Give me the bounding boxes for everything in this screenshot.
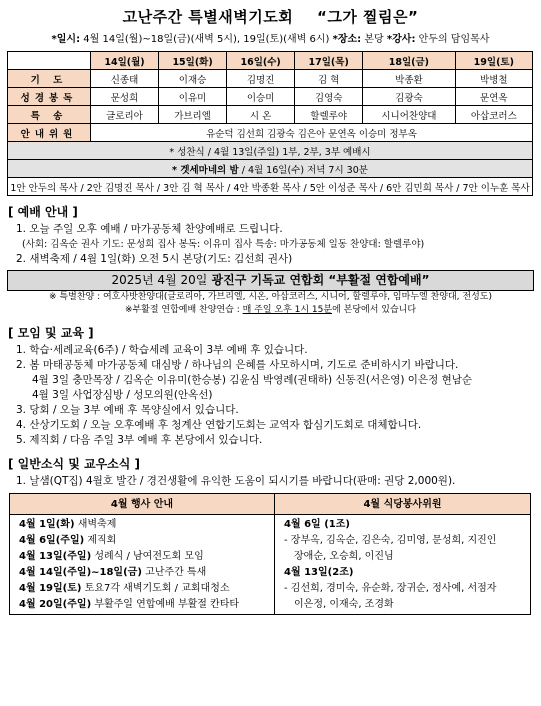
- day-header: 15일(화): [159, 52, 227, 70]
- event-item: [11, 581, 273, 597]
- event-text: 제직회: [84, 535, 117, 546]
- gethsemane-title: * 겟세마네의 밤: [172, 164, 239, 176]
- schedule-row-prayer: [8, 70, 533, 88]
- worship-heading: [ 예배 안내 ]: [8, 205, 78, 219]
- guide-names: 유순덕 김선희 김광숙 김은아 문연옥 이승미 정부옥: [91, 124, 533, 142]
- schedule-row-guides: [8, 124, 533, 142]
- meeting-item: 4. 산상기도회 / 오늘 오후예배 후 청계산 연합기도회는 교역자 합심기도회로 대체합니다.: [16, 419, 422, 431]
- banner-title: 광진구 기독교 연합회 “부활절 연합예배”: [211, 273, 430, 287]
- cell: 문성희: [91, 88, 159, 106]
- day-header: 14일(월): [91, 52, 159, 70]
- meeting-detail: 4월 3일 충만목장 / 김옥순 이유미(한승봉) 김윤심 박영례(권태하) 신동진(서은영) 이은정 현남순: [32, 374, 473, 386]
- event-date: 4월 13일(주일): [19, 551, 92, 562]
- general-item: 1. 날샘(QT집) 4월호 발간 / 경건생활에 유익한 도움이 되시기를 바랍니다(판매: 권당 2,000원).: [16, 475, 456, 487]
- pastor-rotation: 1안 안두의 목사 / 2안 김명진 목사 / 3안 김 혁 목사 / 4안 박종환 목사 / 5안 이성준 목사 / 6안 김민희 목사 / 7안 이누훈 목사: [8, 178, 533, 196]
- schedule-header-row: [8, 52, 533, 70]
- practice-post: 에 본당에서 있습니다: [332, 305, 417, 315]
- gethsemane-notice: [8, 160, 533, 178]
- practice-pre: ※부활절 연합예배 찬양연습 :: [124, 305, 243, 315]
- banner-notes: [0, 291, 541, 317]
- cell: 가브리엘: [159, 106, 227, 124]
- cell: 이유미: [159, 88, 227, 106]
- gethsemane-row: [8, 160, 533, 178]
- event-item: [11, 549, 273, 565]
- event-item: [11, 517, 273, 533]
- title-text: 고난주간 특별새벽기도회: [122, 8, 294, 26]
- day-header: 17일(목): [295, 52, 363, 70]
- event-item: [11, 533, 273, 549]
- easter-banner: [7, 270, 534, 291]
- cell: 이승미: [227, 88, 295, 106]
- dining-week-label: [276, 565, 529, 581]
- dining-list: [275, 515, 531, 615]
- date-label: *일시:: [51, 34, 81, 45]
- dining-week1: 4월 6일 (1조): [284, 519, 350, 530]
- event-date: 4월 6일(주일): [19, 535, 85, 546]
- place-value: 본당: [364, 34, 384, 45]
- cell: 박병철: [455, 70, 532, 88]
- meeting-item: 1. 학습·세례교육(6주) / 학습세례 교육이 3부 예배 후 있습니다.: [16, 344, 308, 356]
- cell: 박종환: [363, 70, 455, 88]
- title-subtitle: “그가 찔림은”: [316, 8, 419, 26]
- cell: 김명진: [227, 70, 295, 88]
- place-label: *장소:: [332, 34, 362, 45]
- worship-item: 2. 새벽축제 / 4월 1일(화) 오전 5시 본당(기도: 김선희 권사): [16, 253, 293, 265]
- schedule-table: [7, 51, 533, 196]
- practice-note: [0, 304, 541, 317]
- schedule-corner: [8, 52, 91, 70]
- cell: 문연옥: [455, 88, 532, 106]
- general-heading: [ 일반소식 및 교우소식 ]: [8, 457, 141, 471]
- schedule-row-song: [8, 106, 533, 124]
- cell: 신종태: [91, 70, 159, 88]
- meetings-heading: [ 모임 및 교육 ]: [8, 326, 94, 340]
- banner-date: 2025년 4월 20일: [111, 273, 208, 287]
- cell: 글로리아: [91, 106, 159, 124]
- event-text: 성례식 / 남여전도회 모임: [91, 551, 204, 562]
- row-label: 특 송: [8, 106, 91, 124]
- day-header: 19일(토): [455, 52, 532, 70]
- bulletin-title: [0, 6, 541, 27]
- day-header: 18일(금): [363, 52, 455, 70]
- day-header: 16일(수): [227, 52, 295, 70]
- meeting-item: 5. 제직회 / 다음 주일 3부 예배 후 본당에서 있습니다.: [16, 434, 263, 446]
- dining-heading: 4월 식당봉사위원: [275, 494, 531, 515]
- event-date: 4월 19일(토): [19, 583, 82, 594]
- meeting-item: 3. 당회 / 오늘 3부 예배 후 목양실에서 있습니다.: [16, 404, 239, 416]
- cell: 시니어찬양대: [363, 106, 455, 124]
- speaker-label: *강사:: [386, 34, 416, 45]
- row-label: 기 도: [8, 70, 91, 88]
- schedule-row-reading: [8, 88, 533, 106]
- dining-names: - 김선희, 경미숙, 유순화, 장귀순, 정사예, 서점자: [284, 583, 497, 594]
- date-value: 4월 14일(월)~18일(금)(새벽 5시), 19일(토)(새벽 6시): [83, 34, 330, 45]
- dining-names: 장애순, 오승희, 이진님: [294, 551, 394, 562]
- dining-names: - 장부옥, 김옥순, 김은숙, 김미영, 문성희, 지진인: [284, 535, 497, 546]
- dining-names: 이은정, 이재숙, 조경화: [294, 599, 394, 610]
- row-label: 성경봉독: [8, 88, 91, 106]
- meeting-detail: 4월 3일 사업장심방 / 성모의원(안옥선): [32, 389, 213, 401]
- cell: 김광숙: [363, 88, 455, 106]
- events-list: [10, 515, 275, 615]
- event-info: [0, 30, 541, 45]
- cell: 김 혁: [295, 70, 363, 88]
- rotation-row: [8, 178, 533, 196]
- cell: 할렐루야: [295, 106, 363, 124]
- meeting-item: 2. 봄 마태공동체 마가공동체 대심방 / 하나님의 은혜를 사모하시며, 기도로 준비하시기 바랍니다.: [16, 359, 459, 371]
- event-date: 4월 1일(화): [19, 519, 75, 530]
- event-text: 토요7각 새벽기도회 / 교회대청소: [81, 583, 230, 594]
- event-item: [11, 565, 273, 581]
- events-heading: 4월 행사 안내: [10, 494, 275, 515]
- speaker-value: 안두의 담임목사: [418, 34, 490, 45]
- event-text: 부활주일 연합예배 부활절 칸타타: [91, 599, 240, 610]
- worship-item-detail: (사회: 김옥순 권사 기도: 문성희 집사 봉독: 이유미 집사 특송: 마가공동체 일동 찬양대: 할렐루야): [22, 239, 425, 250]
- worship-item: 1. 오늘 주일 오후 예배 / 마가공동체 찬양예배로 드립니다.: [16, 223, 283, 235]
- dining-week2: 4월 13일(2조): [284, 567, 354, 578]
- special-choir-note: ※ 특별찬양 : 여호사밧찬양대(글로리아, 가브리엘, 시온, 아삽코러스, 시니어, 할렐루야, 임마누엘 찬양대, 전성도): [49, 292, 492, 302]
- cell: 시 온: [227, 106, 295, 124]
- communion-row: [8, 142, 533, 160]
- cell: 이재승: [159, 70, 227, 88]
- row-label: 안내위원: [8, 124, 91, 142]
- practice-time: 매 주일 오후 1시 15분: [242, 305, 333, 315]
- gethsemane-detail: / 4월 16일(수) 저녁 7시 30분: [238, 164, 368, 176]
- event-item: [11, 597, 273, 613]
- bottom-table: [9, 493, 531, 615]
- event-date: 4월 20일(주일): [19, 599, 92, 610]
- event-text: 새벽축제: [74, 519, 117, 530]
- dining-week-label: [276, 517, 529, 533]
- cell: 김영숙: [295, 88, 363, 106]
- event-text: 고난주간 특새: [141, 567, 207, 578]
- event-date: 4월 14일(주일)~18일(금): [19, 567, 142, 578]
- cell: 아삽코러스: [455, 106, 532, 124]
- communion-notice: * 성찬식 / 4월 13일(주일) 1부, 2부, 3부 예배시: [8, 142, 533, 160]
